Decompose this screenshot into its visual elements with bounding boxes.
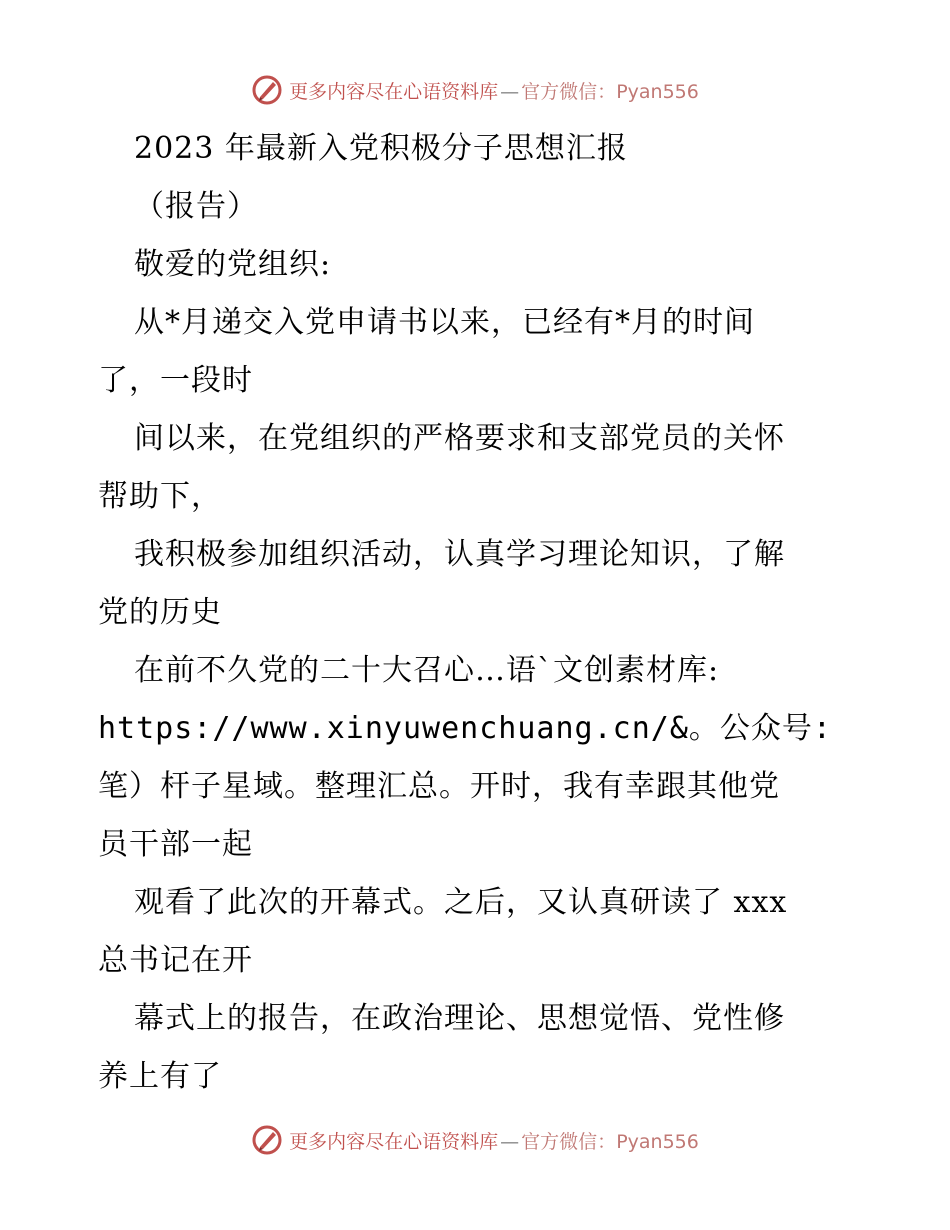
watermark-dash: — xyxy=(500,80,520,103)
doc-line: 帮助下， xyxy=(98,479,222,514)
doc-line: 幕式上的报告，在政治理论、思想觉悟、党性修 xyxy=(134,1001,785,1036)
doc-line: 我积极参加组织活动，认真学习理论知识，了解 xyxy=(134,537,785,572)
doc-line: 从*月递交入党申请书以来，已经有*月的时间 xyxy=(134,305,755,340)
doc-title: 2023 年最新入党积极分子思想汇报 xyxy=(134,131,628,166)
header-watermark xyxy=(0,70,950,110)
doc-line: 党的历史 xyxy=(98,595,222,630)
watermark-brand: 更多内容尽在心语资料库 xyxy=(289,80,499,103)
doc-url-line: https://www.xinyuwenchuang.cn/&。公众号: xyxy=(98,711,832,746)
doc-line: 观看了此次的开幕式。之后，又认真研读了 xxx xyxy=(134,885,788,920)
doc-subtitle: （报告） xyxy=(134,189,258,224)
doc-line: 养上有了 xyxy=(98,1059,222,1094)
doc-line: 笔）杆子星域。整理汇总。开时，我有幸跟其他党 xyxy=(98,769,780,804)
doc-line: 了，一段时 xyxy=(98,363,253,398)
watermark-wechat-label: 官方微信： xyxy=(521,1130,617,1153)
footer-watermark xyxy=(0,1120,950,1160)
watermark-dash: — xyxy=(500,1130,520,1153)
pen-logo-icon xyxy=(251,1124,283,1156)
doc-line: 总书记在开 xyxy=(98,943,253,978)
watermark-wechat-id: Pyan556 xyxy=(616,1130,699,1153)
watermark-wechat-id: Pyan556 xyxy=(616,80,699,103)
doc-line: 间以来，在党组织的严格要求和支部党员的关怀 xyxy=(134,421,785,456)
watermark-wechat-label: 官方微信： xyxy=(521,80,617,103)
pen-logo-icon xyxy=(251,74,283,106)
doc-line: 员干部一起 xyxy=(98,827,253,862)
doc-line: 在前不久党的二十大召心…语`文创素材库: xyxy=(134,653,720,688)
watermark-brand: 更多内容尽在心语资料库 xyxy=(289,1130,499,1153)
document-body xyxy=(98,120,858,1106)
doc-salutation: 敬爱的党组织: xyxy=(134,247,332,282)
watermark-text xyxy=(289,1127,699,1154)
watermark-text xyxy=(289,77,699,104)
